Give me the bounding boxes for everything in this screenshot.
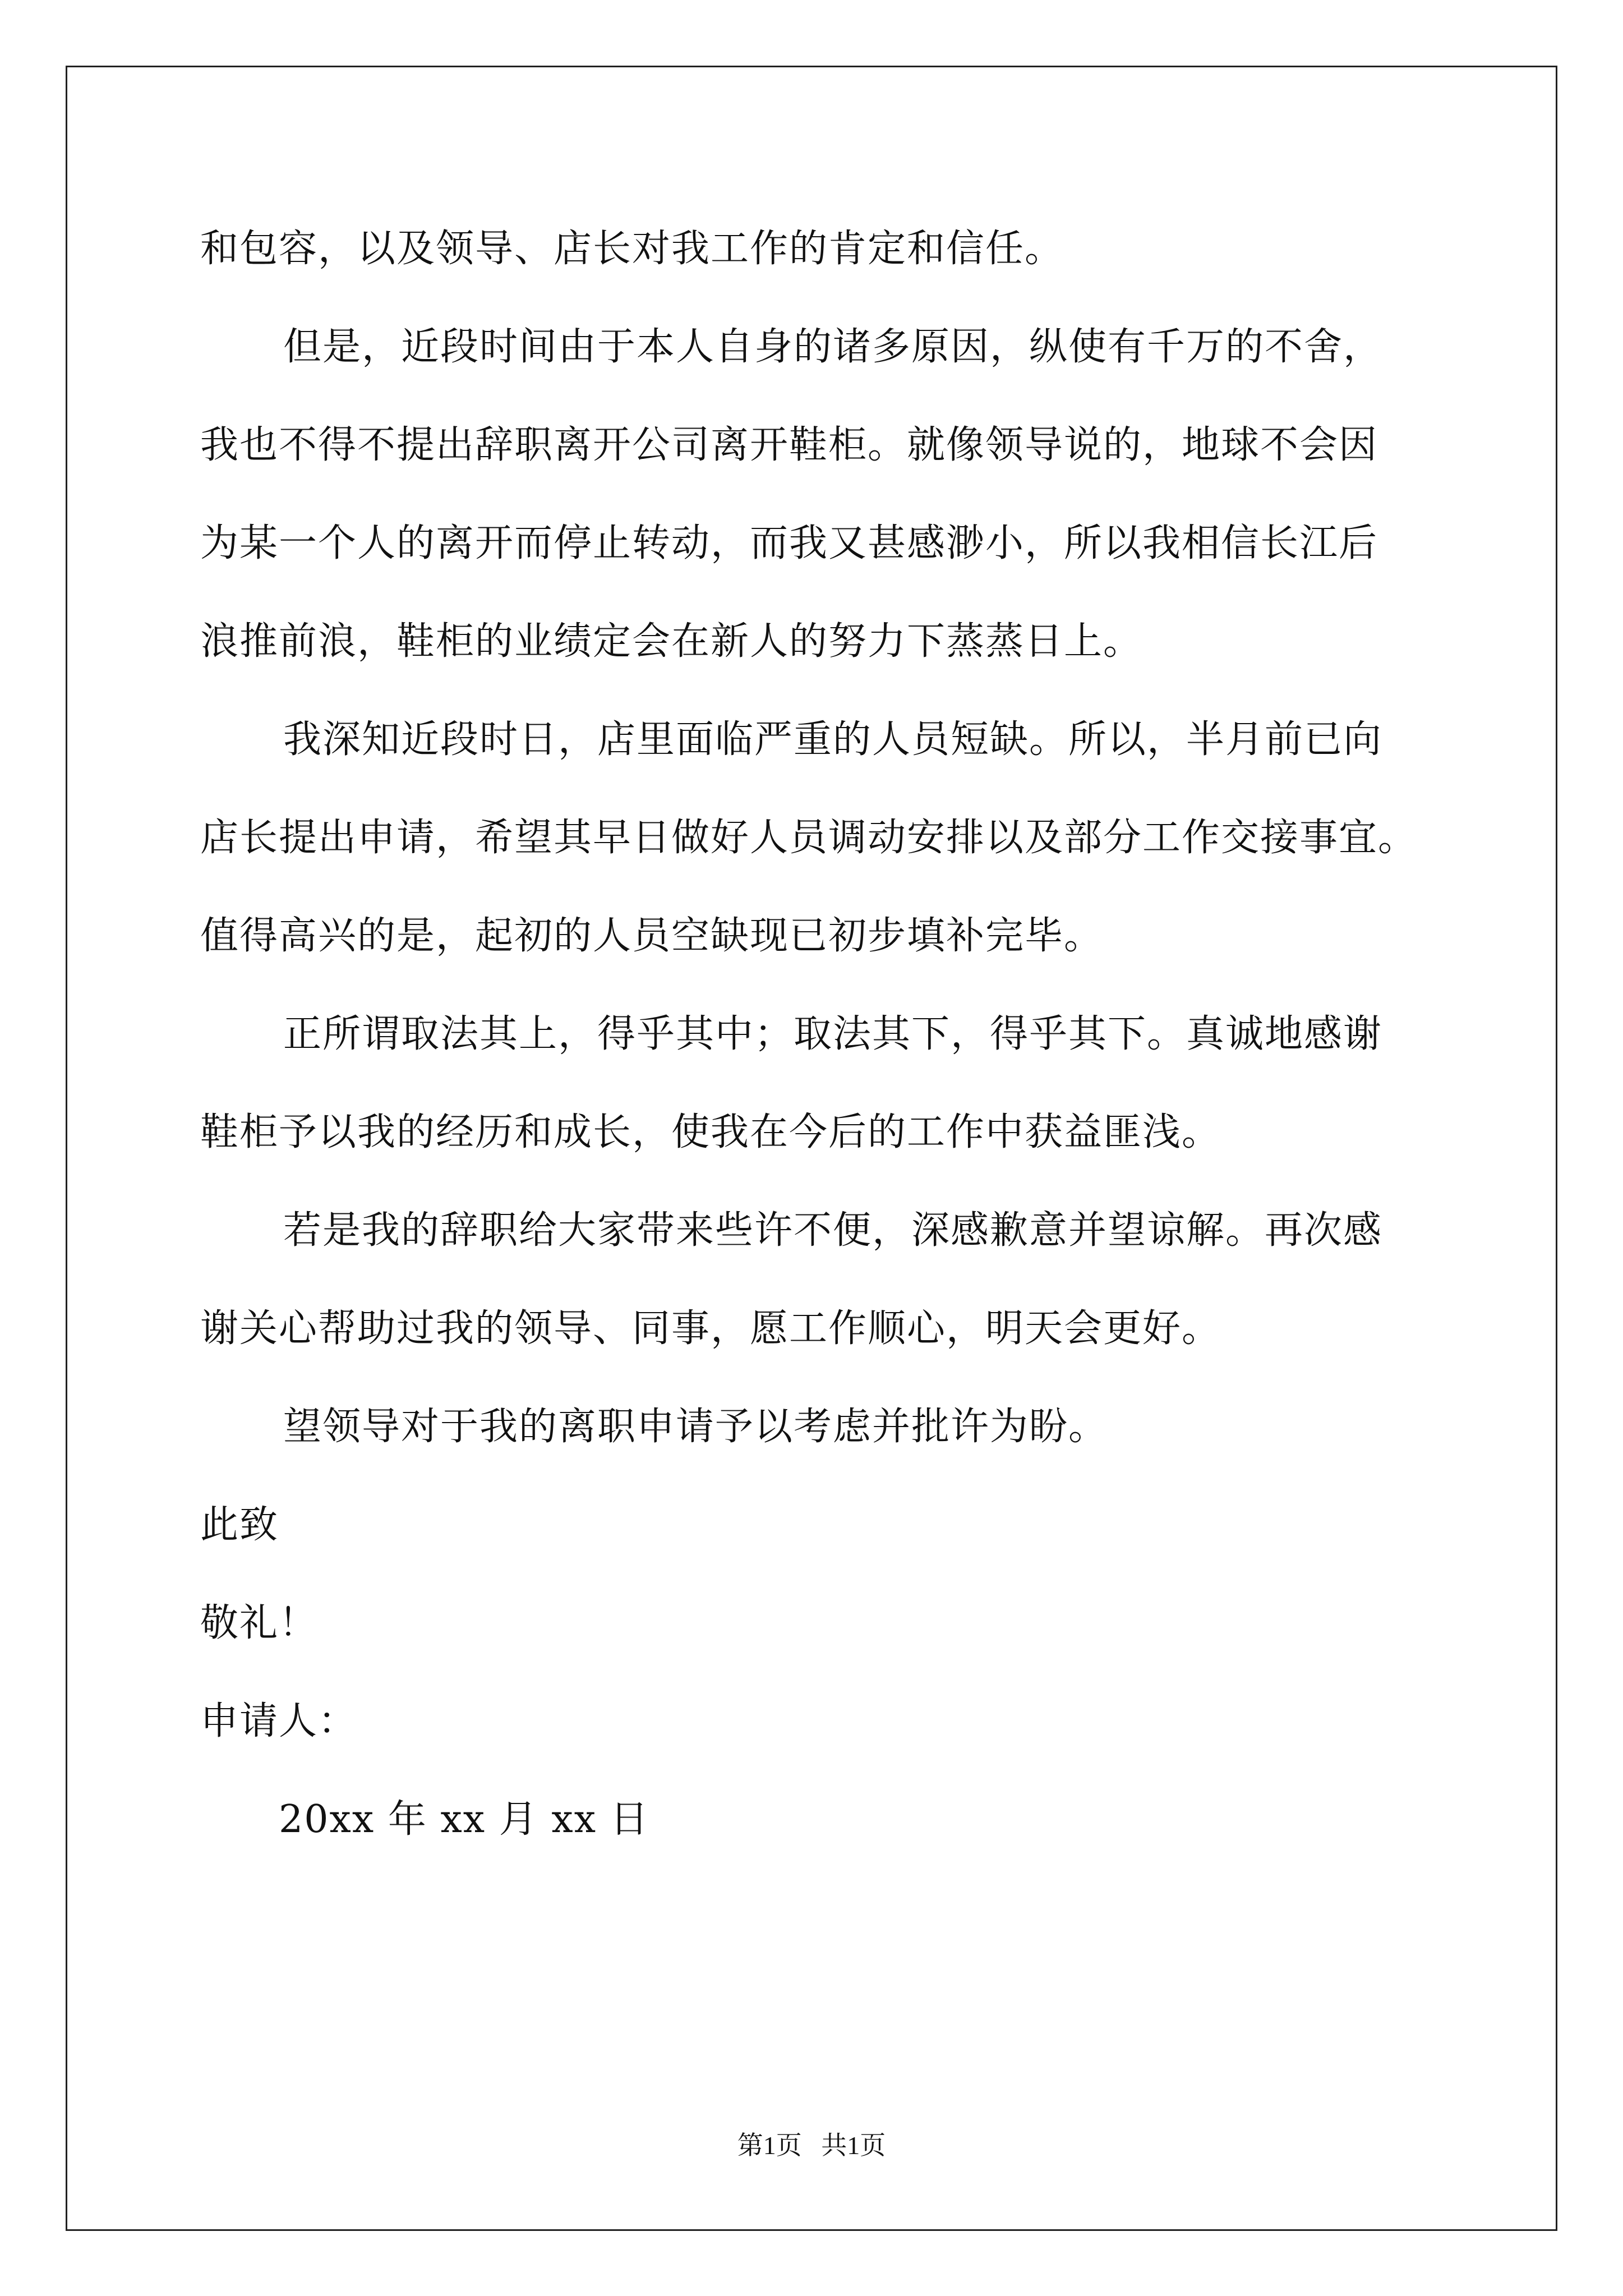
body-line: 为某一个人的离开而停止转动，而我又甚感渺小，所以我相信长江后 <box>200 521 1378 565</box>
body-line: 值得高兴的是，起初的人员空缺现已初步填补完毕。 <box>200 914 1104 958</box>
body-line: 鞋柜予以我的经历和成长，使我在今后的工作中获益匪浅。 <box>200 1110 1221 1154</box>
body-line: 我深知近段时日，店里面临严重的人员短缺。所以，半月前已向 <box>283 717 1383 762</box>
body-line: 若是我的辞职给大家带来些许不便，深感歉意并望谅解。再次感 <box>283 1208 1383 1253</box>
body-line: 望领导对于我的离职申请予以考虑并批许为盼。 <box>283 1405 1108 1449</box>
date-line: 20xx 年 xx 月 xx 日 <box>279 1797 649 1842</box>
closing-salutation: 此致 <box>200 1503 279 1547</box>
closing-regards: 敬礼！ <box>200 1601 319 1645</box>
body-line: 谢关心帮助过我的领导、同事，愿工作顺心，明天会更好。 <box>200 1306 1221 1351</box>
body-line: 店长提出申请，希望其早日做好人员调动安排以及部分工作交接事宜。 <box>200 816 1418 860</box>
body-line: 和包容，以及领导、店长对我工作的肯定和信任。 <box>200 227 1064 271</box>
body-line: 我也不得不提出辞职离开公司离开鞋柜。就像领导说的，地球不会因 <box>200 423 1378 467</box>
body-line: 浪推前浪，鞋柜的业绩定会在新人的努力下蒸蒸日上。 <box>200 619 1143 664</box>
body-line: 正所谓取法其上，得乎其中；取法其下，得乎其下。真诚地感谢 <box>283 1012 1383 1056</box>
applicant-label: 申请人： <box>200 1699 358 1743</box>
body-line: 但是，近段时间由于本人自身的诸多原因，纵使有千万的不舍， <box>283 325 1383 369</box>
page-footer: 第1页 共1页 <box>737 2131 886 2160</box>
